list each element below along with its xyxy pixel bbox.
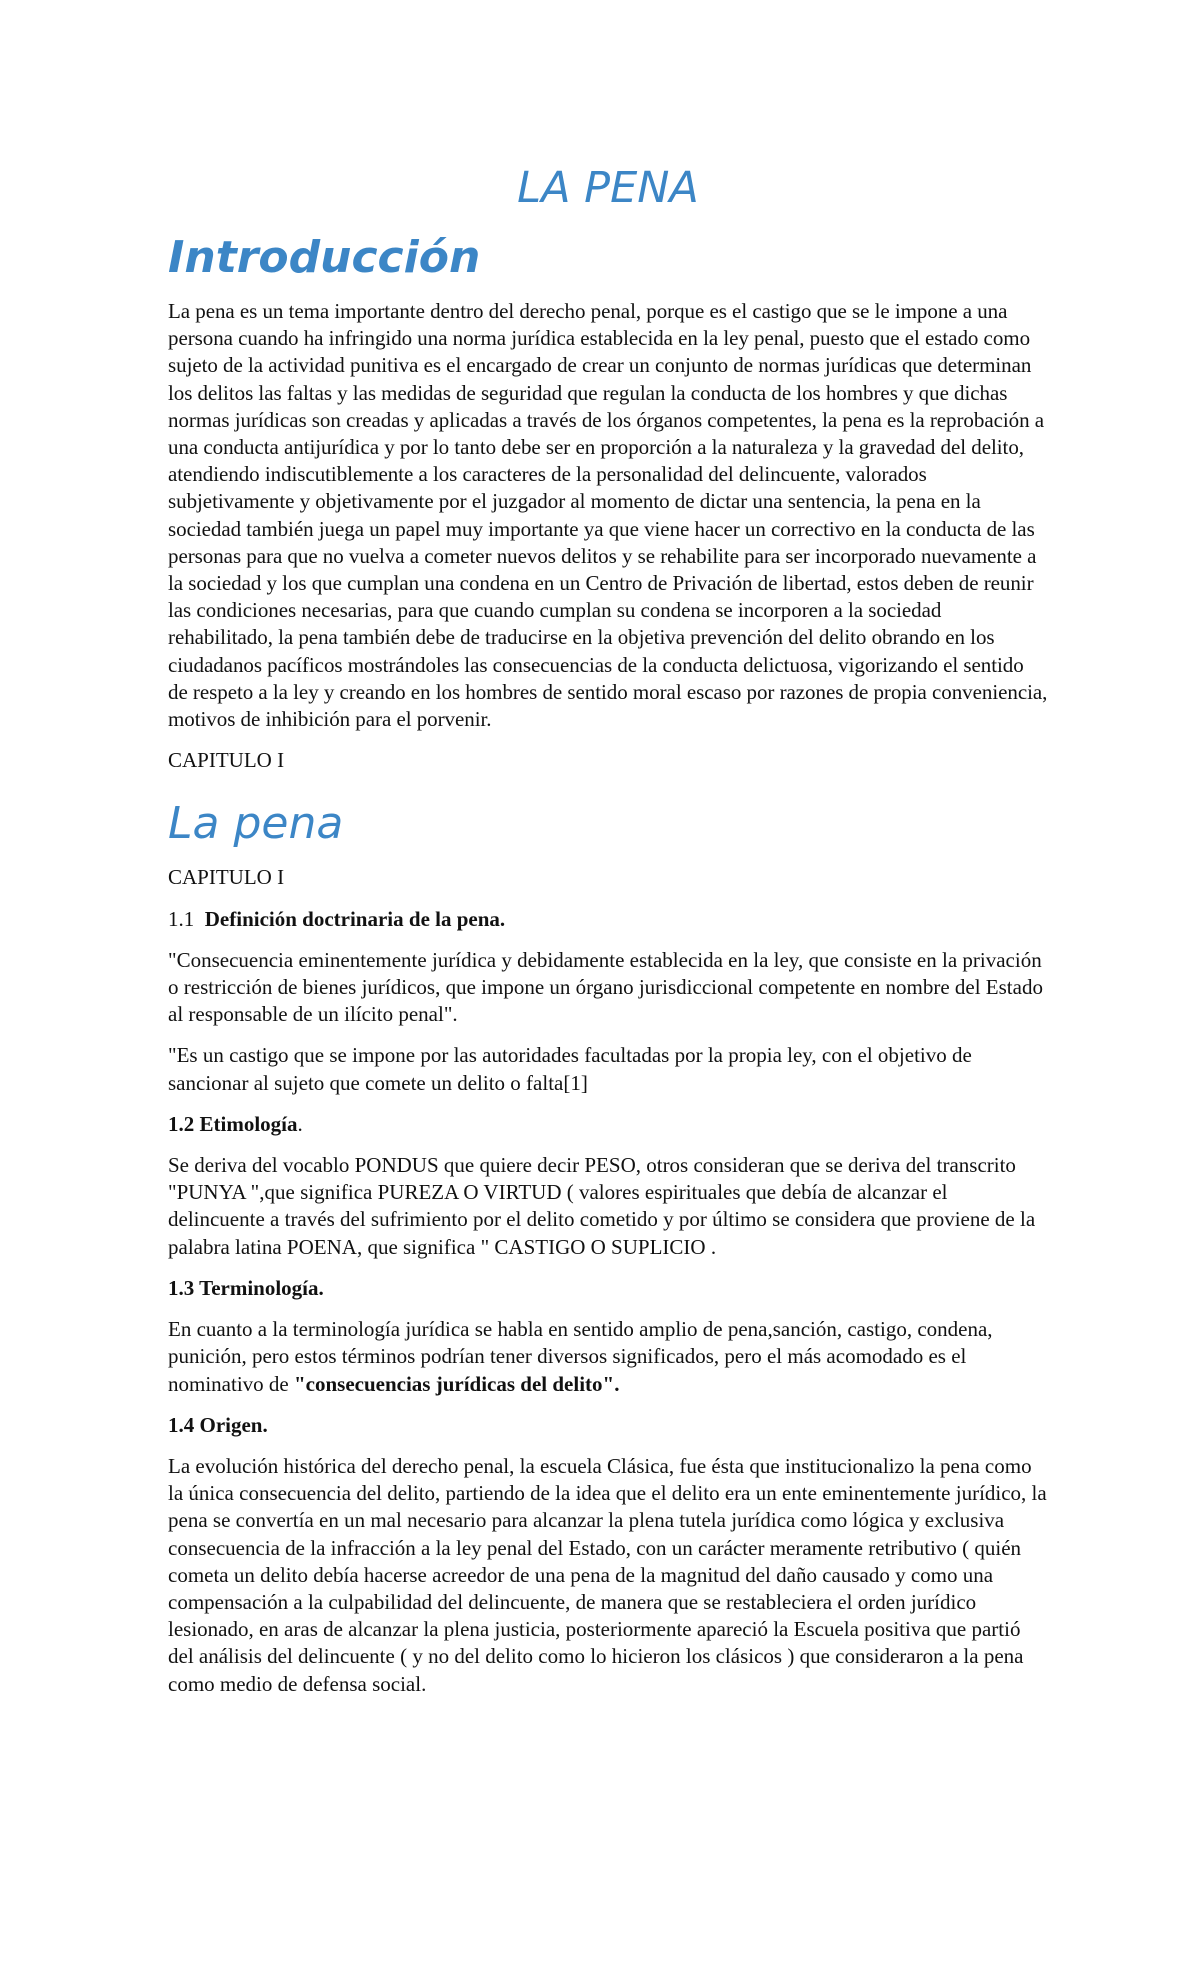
- definition-paragraph-2: "Es un castigo que se impone por las autoridades facultadas por la propia ley, con el objetivo de sancionar al sujeto que comete un delito o falta[1]: [168, 1043, 972, 1095]
- chapter-label: CAPITULO I: [168, 748, 285, 773]
- section-1-2-title: 1.2 Etimología: [168, 1111, 298, 1136]
- section-1-1-number: 1.1: [168, 906, 195, 931]
- intro-paragraph: La pena es un tema importante dentro del derecho penal, porque es el castigo que se le impone a una persona cuando ha infringido una norma jurídica establecida en la ley penal, puesto que el estado como sujeto de la actividad punitiva es el encargado de crear un conjunto de normas jurídicas que determinan los delitos las faltas y las medidas de seguridad que regulan la conducta de los hombres y que dichas normas jurídicas son creadas y aplicadas a través de los órganos competentes, la pena es la reprobación a una conducta antijurídica y por lo tanto debe ser en proporción a la naturaleza y la gravedad del delito, atendiendo indiscutiblemente a los caracteres de la personalidad del delincuente, valorados subjetivamente y objetivamente por el juzgador al momento de dictar una sentencia, la pena en la sociedad también juega un papel muy importante ya que viene hacer un correctivo en la conducta de las personas para que no vuelva a cometer nuevos delitos y se rehabilite para ser incorporado nuevamente a la sociedad y los que cumplan una condena en un Centro de Privación de libertad, estos deben de reunir las condiciones necesarias, para que cuando cumplan su condena se incorporen a la sociedad rehabilitado, la pena también debe de traducirse en la objetiva prevención del delito obrando en los ciudadanos pacíficos mostrándoles las consecuencias de la conducta delictuosa, vigorizando el sentido de respeto a la ley y creando en los hombres de sentido moral escaso por razones de propia conveniencia, motivos de inhibición para el porvenir.: [168, 299, 1048, 732]
- section-1-2-heading: [168, 1111, 1048, 1138]
- etymology-paragraph: Se deriva del vocablo PONDUS que quiere decir PESO, otros consideran que se deriva del transcrito "PUNYA ",que significa PUREZA O VIRTUD ( valores espirituales que debía de alcanzar el delincuente a través del sufrimiento por el delito cometido y por último se considera que proviene de la palabra latina POENA, que significa " CASTIGO O SUPLICIO .: [168, 1153, 1036, 1259]
- section-1-2-title-suffix: .: [297, 1111, 303, 1136]
- terminology-bold-text: "consecuencias jurídicas del delito".: [293, 1371, 620, 1396]
- definition-paragraph-1: "Consecuencia eminentemente jurídica y debidamente establecida en la ley, que consiste en la privación o restricción de bienes jurídicos, que impone un órgano jurisdiccional competente en nombre del Estado al responsable de un ilícito penal".: [168, 947, 1043, 1027]
- terminology-text: En cuanto a la terminología jurídica se habla en sentido amplio de pena,sanción, castigo, condena, punición, pero estos términos podrían tener diversos significados, pero el más acomodado es el nominativo de: [168, 1317, 993, 1396]
- terminology-paragraph: [168, 1316, 1048, 1398]
- section-1-1-title: Definición doctrinaria de la pena.: [204, 906, 506, 931]
- document-page: [168, 160, 1048, 1712]
- chapter-label-repeat: CAPITULO I: [168, 865, 285, 890]
- document-title: LA PENA: [517, 163, 699, 213]
- section-1-3-heading: 1.3 Terminología.: [168, 1275, 324, 1300]
- intro-heading: Introducción: [168, 232, 481, 283]
- section-1-1-heading: [168, 906, 1048, 933]
- section-1-4-heading: 1.4 Origen.: [168, 1412, 268, 1437]
- origin-paragraph: La evolución histórica del derecho penal, la escuela Clásica, fue ésta que institucionalizo la pena como la única consecuencia del delito, partiendo de la idea que el delito era un ente eminentemente jurídico, la pena se convertía en un mal necesario para alcanzar la plena tutela jurídica como lógica y exclusiva consecuencia de la infracción a la ley penal del Estado, con un carácter meramente retributivo ( quién cometa un delito debía hacerse acreedor de una pena de la magnitud del daño causado y como una compensación a la culpabilidad del delincuente, de manera que se restableciera el orden jurídico lesionado, en aras de alcanzar la plena justicia, posteriormente apareció la Escuela positiva que partió del análisis del delincuente ( y no del delito como lo hicieron los clásicos ) que consideraron a la pena como medio de defensa social.: [168, 1453, 1047, 1696]
- chapter-heading: La pena: [168, 798, 344, 850]
